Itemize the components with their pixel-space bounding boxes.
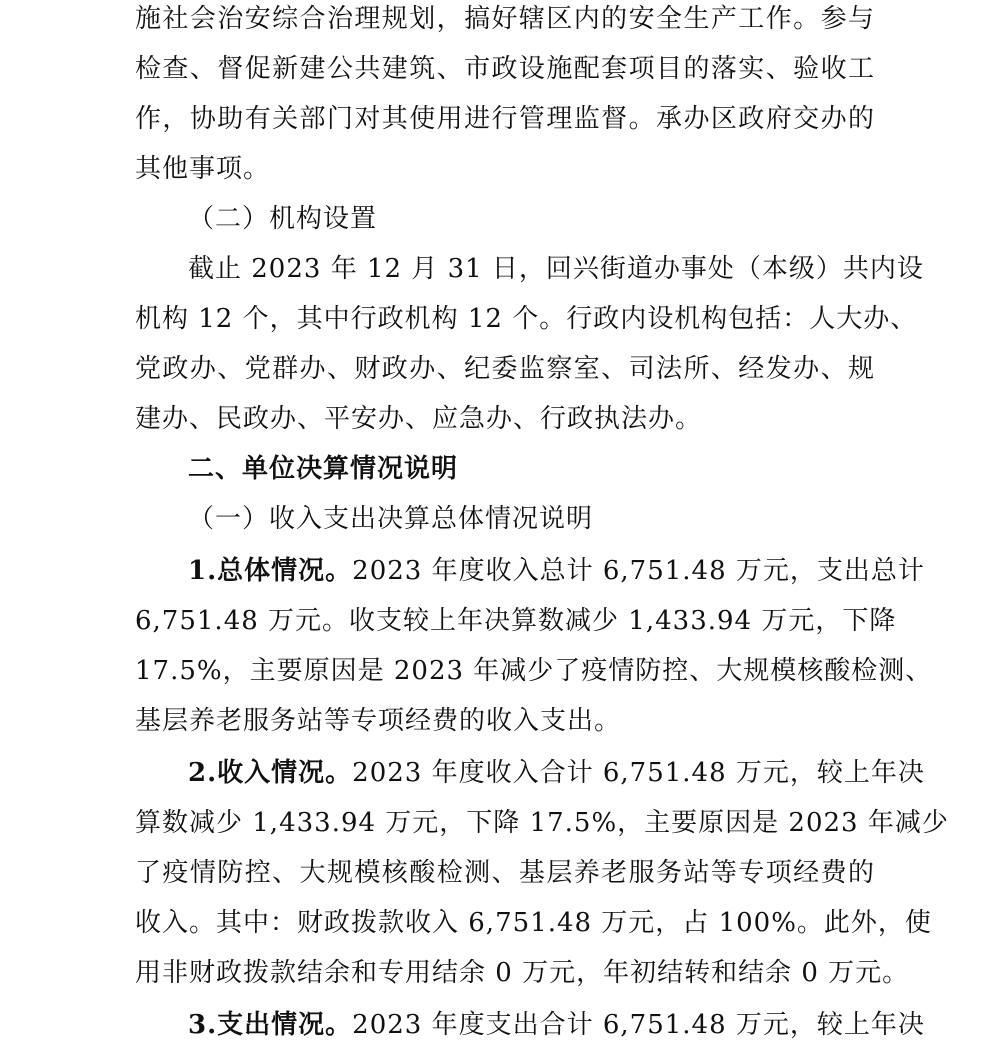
paragraph-income-first-line <box>188 748 925 798</box>
paragraph-total-first-line <box>188 546 925 596</box>
text-line <box>135 798 949 848</box>
text-line-content: 机构 12 个，其中行政机构 12 个。行政内设机构包括：人大办、 <box>135 304 918 334</box>
text-line <box>135 0 875 44</box>
paragraph-heading-income: 2.收入情况。 <box>188 758 353 788</box>
subsection-heading-text: （二）机构设置 <box>188 204 378 234</box>
text-line-content: 截止 2023 年 12 月 31 日，回兴街道办事处（本级）共内设 <box>188 254 924 284</box>
text-line-content: 收入。其中：财政拨款收入 6,751.48 万元，占 100%。此外，使 <box>135 908 932 938</box>
text-line-content: 用非财政拨款结余和专用结余 0 万元，年初结转和结余 0 万元。 <box>135 958 910 988</box>
text-line-content: 6,751.48 万元。收支较上年决算数减少 1,433.94 万元，下降 <box>135 606 897 636</box>
text-line <box>135 344 875 394</box>
paragraph-income-text: 2023 年度收入合计 6,751.48 万元，较上年决 <box>352 758 925 788</box>
section-heading-text: 二、单位决算情况说明 <box>188 454 459 484</box>
text-line <box>135 44 875 94</box>
text-line-content: 党政办、党群办、财政办、纪委监察室、司法所、经发办、规 <box>135 354 875 384</box>
text-line <box>135 646 933 696</box>
text-line <box>135 898 932 948</box>
subsection-heading-text: （一）收入支出决算总体情况说明 <box>188 504 594 534</box>
text-line <box>135 294 918 344</box>
text-line-content: 作，协助有关部门对其使用进行管理监督。承办区政府交办的 <box>135 104 875 134</box>
paragraph-heading-total: 1.总体情况。 <box>188 556 353 586</box>
paragraph-expense-line <box>188 1000 925 1050</box>
paragraph-total-text: 2023 年度收入总计 6,751.48 万元，支出总计 <box>352 556 925 586</box>
text-line-content: 施社会治安综合治理规划，搞好辖区内的安全生产工作。参与 <box>135 4 875 34</box>
subsection-heading-org <box>188 194 875 244</box>
text-line-content: 基层养老服务站等专项经费的收入支出。 <box>135 706 622 736</box>
text-line <box>188 244 924 294</box>
paragraph-expense-text: 2023 年度支出合计 6,751.48 万元，较上年决 <box>352 1010 925 1040</box>
text-line <box>135 144 875 194</box>
text-line-content: 其他事项。 <box>135 154 271 184</box>
section-heading-budget <box>188 444 875 494</box>
text-line <box>135 696 875 746</box>
text-line <box>135 848 875 898</box>
paragraph-income-line <box>188 748 925 798</box>
text-line-content: 检查、督促新建公共建筑、市政设施配套项目的落实、验收工 <box>135 54 875 84</box>
text-line-content: 建办、民政办、平安办、应急办、行政执法办。 <box>135 404 703 434</box>
text-line-content: 了疫情防控、大规模核酸检测、基层养老服务站等专项经费的 <box>135 858 875 888</box>
text-line <box>135 596 897 646</box>
paragraph-heading-expense: 3.支出情况。 <box>188 1010 353 1040</box>
text-line <box>135 94 875 144</box>
text-line-content: 算数减少 1,433.94 万元，下降 17.5%，主要原因是 2023 年减少 <box>135 808 949 838</box>
text-line <box>135 948 910 998</box>
subsection-heading-overview <box>188 494 875 544</box>
text-line-content: 17.5%，主要原因是 2023 年减少了疫情防控、大规模核酸检测、 <box>135 656 933 686</box>
paragraph-expense-first-line <box>188 1000 925 1050</box>
paragraph-total-line <box>188 546 925 596</box>
text-line <box>135 394 875 444</box>
